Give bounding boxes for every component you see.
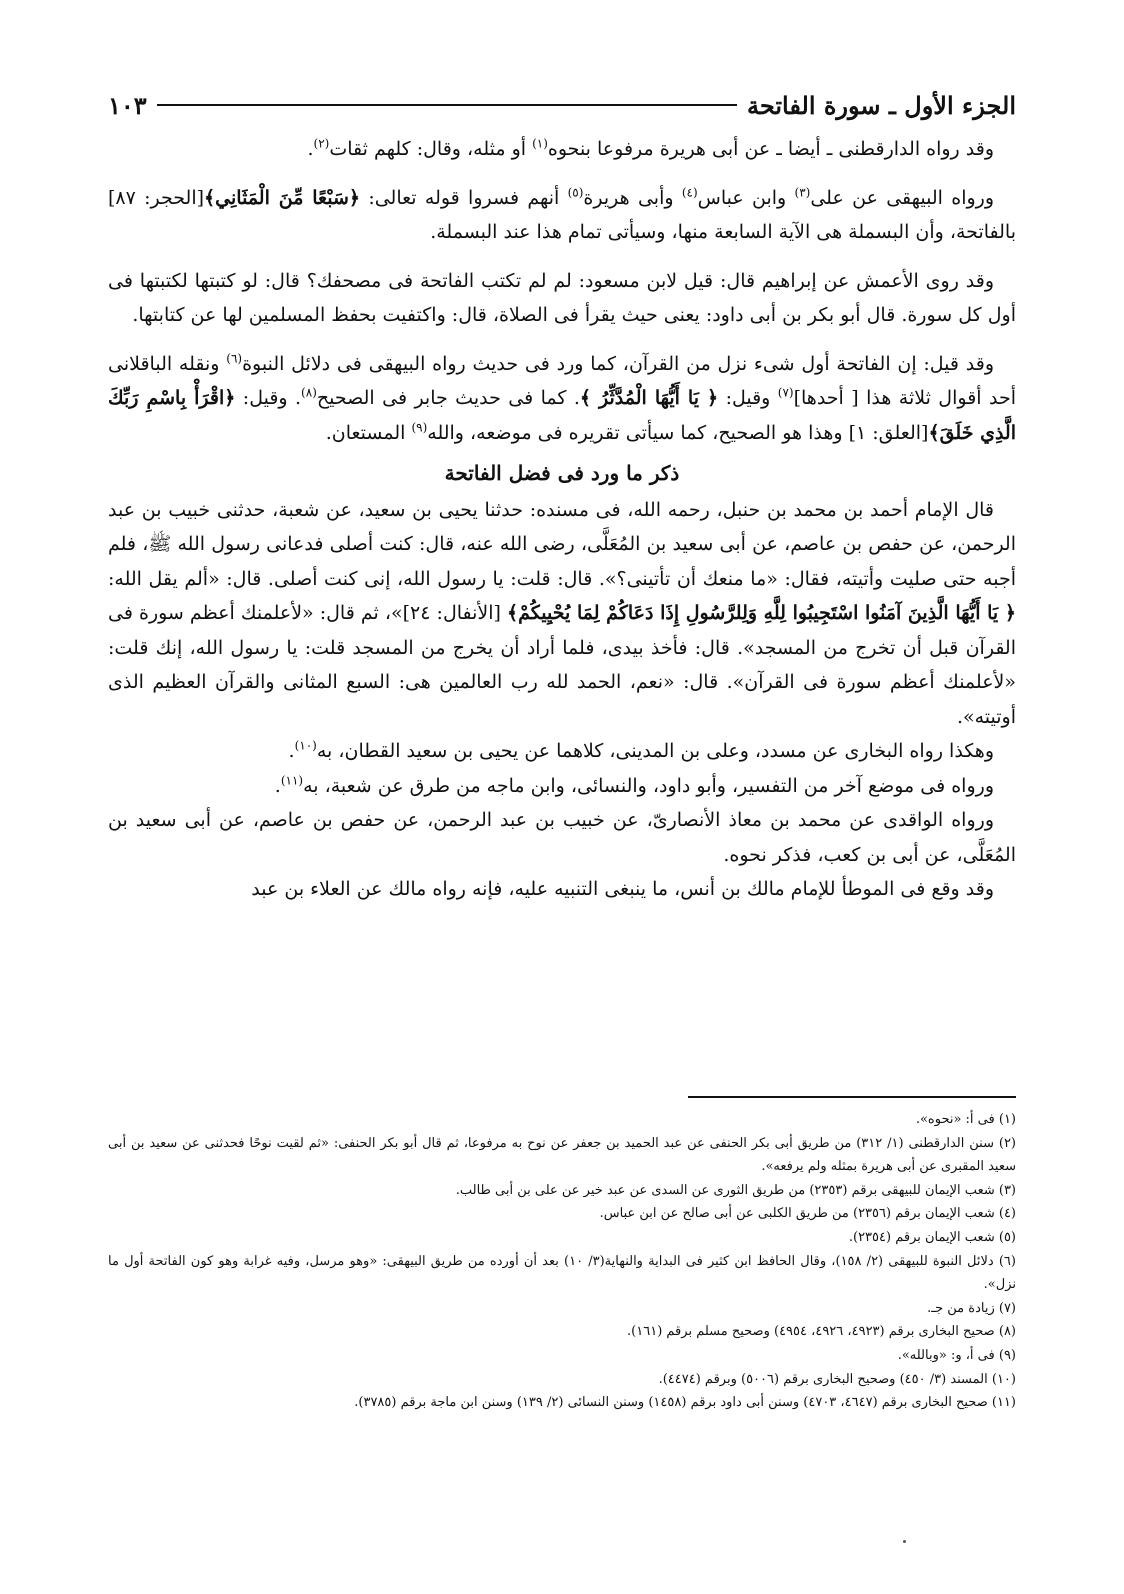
text-run: أو مثله، وقال: كلهم ثقات: [329, 138, 533, 160]
footnote-ref: (٤): [681, 185, 698, 200]
footnote: (٥) شعب الإيمان برقم (٢٣٥٤).: [848, 1229, 1016, 1245]
text-run: المستعان.: [325, 421, 412, 444]
text-run: . وقيل:: [235, 387, 302, 409]
footnote: (٤) شعب الإيمان برقم (٢٣٥٦) من طريق الكلبى عن أبى صالح عن ابن عباس.: [599, 1206, 1016, 1222]
text-run: .: [274, 774, 281, 797]
text-run: وابن عباس: [697, 186, 795, 209]
footnote-ref: (٨): [301, 385, 317, 400]
text-run: أنهم فسروا قوله تعالى:: [360, 186, 568, 209]
quran-verse: ﴿ يَا أَيُّهَا الَّذِينَ آمَنُوا اسْتَجِيبُوا لِلَّهِ وَلِلرَّسُولِ إِذَا دَعَاكُمْ لِمَا يُحْيِيكُمْ﴾: [507, 602, 1016, 624]
footnote: (٧) زيادة من جـ.: [927, 1300, 1016, 1316]
text-run: ونقله الباقلانى أحد أقوال ثلاثة هذا [ أحدها]: [108, 352, 1016, 409]
paragraph: [108, 734, 1016, 769]
text-run: قال الإمام أحمد بن محمد بن حنبل، رحمه الله، فى مسنده: حدثنا يحيى بن سعيد، عن شعبة، حدثنى خبيب بن عبد الرحمن، عن حفص بن عاصم، عن أبى سعيد بن المُعَلَّى، رضى الله عنه، قال: كنت أصلى فدعانى رسول الله ﷺ، فلم أجبه حتى صليت وأتيته، فقال: «ما منعك أن تأتينى؟». قال: قلت: يا رسول الله، إنى كنت أصلى. قال: «ألم يقل الله:: [108, 498, 1016, 590]
header-rule: [157, 104, 737, 106]
footnote: (٩) فى أ، و: «وبالله».: [897, 1347, 1016, 1363]
paragraph: ورواه الواقدى عن محمد بن معاذ الأنصارىّ، عن خبيب بن عبد الرحمن، عن حفص بن عاصم، عن أبى سعيد بن المُعَلَّى، عن أبى بن كعب، فذكر نحوه.: [108, 809, 1016, 866]
footnote: (٣) شعب الإيمان للبيهقى برقم (٢٣٥٣) من طريق الثورى عن السدى عن عبد خير عن على بن أبى طالب.: [455, 1182, 1016, 1198]
text-run: .: [288, 740, 295, 762]
paragraph: [108, 347, 1016, 451]
paragraph: وقد روى الأعمش عن إبراهيم قال: قيل لابن مسعود: لم لم تكتب الفاتحة فى مصحفك؟ قال: لو كتبتها لكتبتها فى أول كل سورة. قال أبو بكر بن أبى داود: يعنى حيث يقرأ فى الصلاة، قال: واكتفيت بحفظ المسلمين لها عن كتابتها.: [108, 269, 1016, 326]
footnote-ref: (١): [532, 136, 548, 151]
running-header: [108, 88, 1016, 122]
quran-verse: ﴿اقْرَأْ بِاسْمِ رَبِّكَ الَّذِي خَلَقَ﴾: [108, 387, 1016, 444]
text-run: ورواه فى موضع آخر من التفسير، وأبو داود، والنسائى، وابن ماجه من طرق عن شعبة، به: [303, 774, 994, 797]
footnote: (٨) صحيح البخارى برقم (٤٩٢٣، ٤٩٢٦، ٤٩٥٤) وصحيح مسلم برقم (١٦١).: [627, 1324, 1016, 1340]
paragraph: وقد وقع فى الموطأ للإمام مالك بن أنس، ما ينبغى التنبيه عليه، فإنه رواه مالك عن العلاء بن عبد: [251, 878, 994, 900]
section-heading: ذكر ما ورد فى فضل الفاتحة: [444, 461, 680, 485]
text-run: وهكذا رواه البخارى عن مسدد، وعلى بن المدينى، كلاهما عن يحيى بن سعيد القطان، به: [316, 740, 994, 762]
footnote-ref: (٧): [777, 385, 794, 400]
footnote-ref: (١١): [280, 773, 304, 788]
footnote-ref: (٦): [226, 351, 243, 366]
footnote-ref: (٥): [567, 185, 584, 200]
quran-verse: ﴿ يَا أَيُّهَا الْمُدَّثِّرُ ﴾: [579, 387, 719, 409]
footnote: (١) فى أ: «نحوه».: [915, 1112, 1016, 1127]
main-text: [108, 132, 1016, 907]
paragraph: [108, 769, 1016, 804]
footnote-ref: (٣): [794, 185, 811, 200]
paragraph: [108, 132, 1016, 167]
footnote: (٦) دلائل النبوة للبيهقى (٢/ ١٥٨)، وقال الحافظ ابن كثير فى البداية والنهاية(٣/ ١٠) بعد أن أورده من طريق البيهقى: «وهو مرسل، وفيه غرابة وهو كون الفاتحة أول ما نزل».: [108, 1253, 1016, 1293]
text-run: [الحجر: ٨٧] بالفاتحة، وأن البسملة هى الآية السابعة منها، وسيأتى تمام هذا عند البسملة.: [108, 186, 1016, 243]
text-run: . كما فى حديث جابر فى الصحيح: [316, 387, 580, 409]
footnote-ref: (٩): [411, 420, 428, 435]
paragraph: [108, 181, 1016, 250]
quran-verse: ﴿سَبْعًا مِّنَ الْمَثَانِي﴾: [204, 186, 361, 209]
footnotes: [108, 1108, 1016, 1415]
text-run: وقيل:: [718, 387, 778, 409]
text-run: ورواه البيهقى عن على: [810, 186, 995, 209]
text-run: .: [307, 138, 314, 160]
text-run: وأبى هريرة: [583, 186, 682, 209]
footnote: (١١) صحيح البخارى برقم (٤٦٤٧، ٤٧٠٣) وسنن أبى داود برقم (١٤٥٨) وسنن النسائى (٢/ ١٣٩) وسنن ابن ماجة برقم (٣٧٨٥).: [354, 1395, 1016, 1411]
text-run: وقد قيل: إن الفاتحة أول شىء نزل من القرآن، كما ورد فى حديث رواه البيهقى فى دلائل النبوة: [242, 352, 994, 375]
paragraph: [108, 493, 1016, 735]
footnote-separator: [688, 1096, 1016, 1098]
footnote-ref: (١٠): [294, 738, 317, 753]
footnote: (١٠) المسند (٣/ ٤٥٠) وصحيح البخارى برقم (٥٠٠٦) وبرقم (٤٤٧٤).: [658, 1371, 1016, 1387]
text-run: وقد رواه الدارقطنى ـ أيضا ـ عن أبى هريرة مرفوعا بنحوه: [547, 138, 994, 160]
footnote: (٢) سنن الدارقطنى (١/ ٣١٢) من طريق أبى بكر الحنفى عن عبد الحميد بن جعفر عن نوح به مرفوعا، ثم قال أبو بكر الحنفى: «ثم لقيت نوحًا فحدثنى عن سعيد بن أبى سعيد المقبرى عن أبى هريرة بمثله ولم يرفعه».: [108, 1135, 1016, 1175]
text-run: [العلق: ١] وهذا هو الصحيح، كما سيأتى تقريره فى موضعه، والله: [427, 421, 929, 444]
footnote-ref: (٢): [313, 136, 330, 151]
text-run: [الأنفال: ٢٤]»، ثم قال: «لأعلمنك أعظم سورة فى القرآن قبل أن تخرج من المسجد». قال: فأخذ بيدى، فلما أراد أن يخرج من المسجد قلت: يا رسول الله، إنك قلت: «لأعلمنك أعظم سورة فى القرآن». قال: «نعم، الحمد لله رب العالمين هى: السبع المثانى والقرآن العظيم الذى أوتيته».: [108, 602, 1016, 728]
page-number: ١٠٣: [108, 90, 147, 120]
header-title: الجزء الأول ـ سورة الفاتحة: [747, 90, 1016, 120]
ink-speck: [903, 1540, 906, 1543]
